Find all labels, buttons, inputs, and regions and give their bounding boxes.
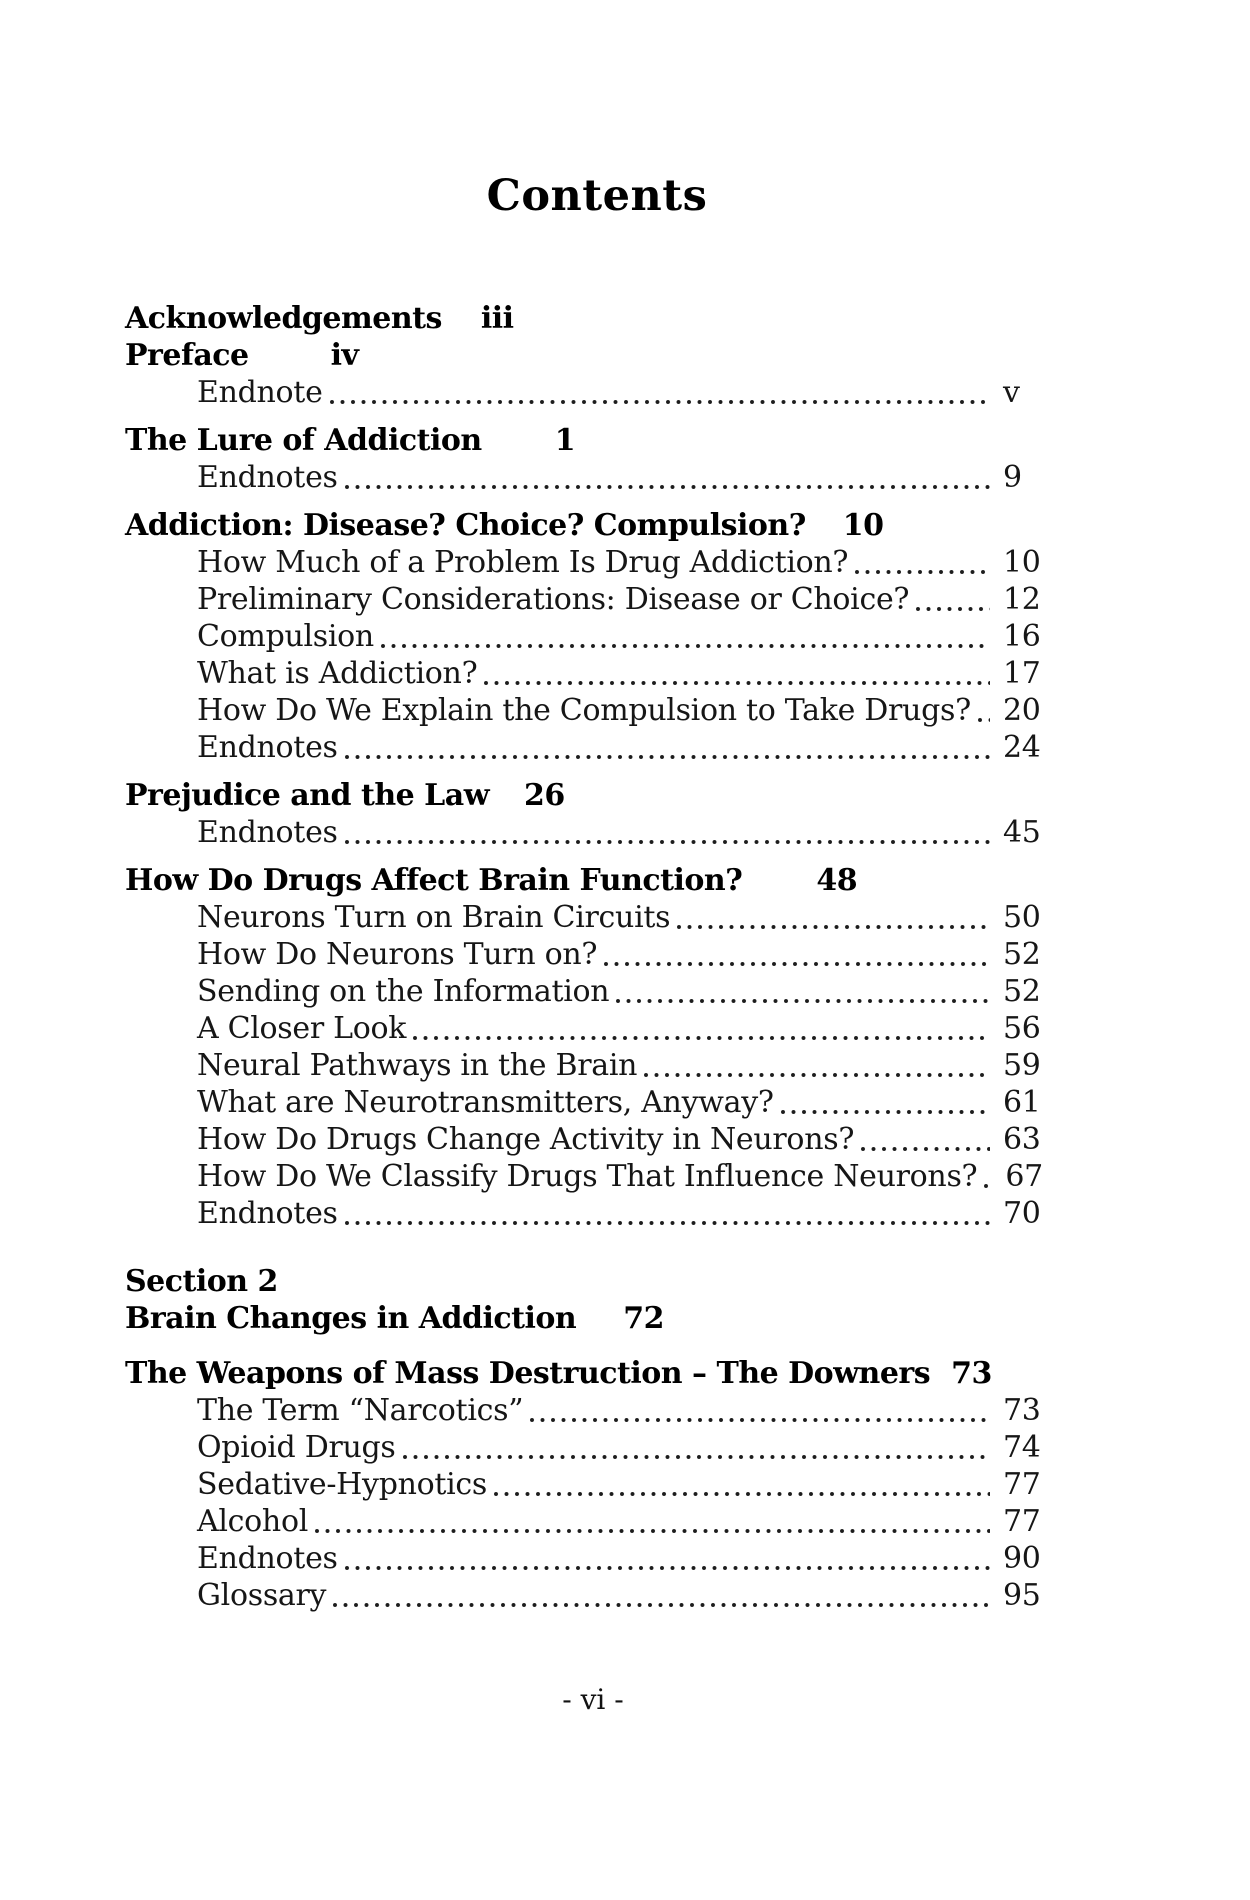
dot-leader — [677, 925, 990, 929]
toc-entry-label: Alcohol — [197, 1504, 309, 1539]
toc-entry-page: 59 — [1003, 1048, 1041, 1083]
dot-leader — [781, 1110, 990, 1114]
toc-entry — [197, 1503, 1045, 1540]
toc-heading-page: 1 — [554, 423, 576, 458]
tab-space — [482, 449, 555, 450]
dot-leader — [413, 1036, 990, 1040]
dot-leader — [345, 485, 990, 489]
toc-entry — [197, 1047, 1045, 1084]
toc-entry-page: 50 — [1003, 900, 1041, 935]
toc-entry — [197, 814, 1045, 851]
page-content — [125, 0, 1045, 1718]
tab-space — [442, 327, 481, 328]
dot-leader — [345, 840, 990, 844]
toc-heading-label: Prejudice and the Law — [125, 778, 490, 813]
toc-entry — [197, 1121, 1045, 1158]
toc-entry-label: Endnotes — [197, 1196, 338, 1231]
dot-leader — [978, 718, 990, 722]
toc-entry-page: 73 — [1003, 1393, 1041, 1428]
toc-entry-label: The Term “Narcotics” — [197, 1393, 524, 1428]
toc-entry-label: Endnotes — [197, 815, 338, 850]
toc-entry — [197, 1577, 1045, 1614]
toc-heading — [125, 507, 1045, 544]
dot-leader — [616, 999, 990, 1003]
toc-heading — [125, 337, 1045, 374]
dot-leader — [984, 1184, 992, 1188]
toc-entry-label: A Closer Look — [197, 1011, 407, 1046]
toc-entry — [197, 374, 1045, 411]
toc-heading — [125, 1263, 1045, 1300]
toc-entry-label: Compulsion — [197, 619, 374, 654]
tab-space — [806, 534, 843, 535]
toc-entry-page: 63 — [1003, 1122, 1041, 1157]
toc-entry-page: 70 — [1003, 1196, 1041, 1231]
toc-entry-page: 10 — [1003, 545, 1041, 580]
toc-heading-page: 26 — [524, 778, 565, 813]
dot-leader — [381, 644, 990, 648]
dot-leader — [644, 1073, 990, 1077]
toc-entry — [197, 1195, 1045, 1232]
toc-entry — [197, 692, 1045, 729]
toc-heading-label: The Weapons of Mass Destruction – The Downers — [125, 1356, 931, 1391]
toc-entry-page: 52 — [1003, 937, 1041, 972]
tab-space — [576, 1327, 623, 1328]
dot-leader — [333, 1603, 990, 1607]
toc-entry-label: Endnotes — [197, 730, 338, 765]
toc-heading-label: Addiction: Disease? Choice? Compulsion? — [125, 508, 806, 543]
dot-leader — [604, 962, 990, 966]
toc-heading-page: 10 — [842, 508, 884, 543]
dot-leader — [315, 1529, 990, 1533]
toc-heading-page: iv — [330, 338, 359, 373]
toc-heading — [125, 862, 1045, 899]
toc-entry — [197, 1158, 1045, 1195]
toc-section-how-do-drugs-affect-brain-function — [125, 862, 1045, 1232]
dot-leader — [330, 400, 990, 404]
toc-entry-label: What is Addiction? — [197, 656, 478, 691]
toc-heading-label: Preface — [125, 338, 249, 373]
dot-leader — [855, 570, 990, 574]
toc-entry-label: How Do Neurons Turn on? — [197, 937, 598, 972]
toc-heading-page: 48 — [816, 863, 858, 898]
dot-leader — [345, 755, 990, 759]
toc-entry — [197, 973, 1045, 1010]
toc-entry-page: 77 — [1003, 1504, 1041, 1539]
toc-entry-page: 95 — [1003, 1578, 1041, 1613]
toc-entry — [197, 655, 1045, 692]
toc-entry-label: Neural Pathways in the Brain — [197, 1048, 638, 1083]
toc-heading — [125, 300, 1045, 337]
toc-entry — [197, 936, 1045, 973]
dot-leader — [484, 681, 990, 685]
toc-entry-label: Sedative-Hypnotics — [197, 1467, 488, 1502]
toc-entry-label: Endnote — [197, 375, 323, 410]
toc-entry-page: 77 — [1003, 1467, 1041, 1502]
tab-space — [489, 804, 524, 805]
page-number-footer: - vi - — [562, 1683, 624, 1716]
toc-section-addiction-disease-choice-compulsion — [125, 507, 1045, 766]
toc-section-section-2 — [125, 1263, 1045, 1300]
toc-entry — [197, 1084, 1045, 1121]
page-title: Contents — [486, 171, 708, 221]
toc-heading-label: Acknowledgements — [125, 301, 442, 336]
dot-leader — [345, 1221, 990, 1225]
tab-space — [249, 364, 331, 365]
toc-heading-label: How Do Drugs Affect Brain Function? — [125, 863, 743, 898]
toc-section-acknowledgements — [125, 300, 1045, 337]
toc-entry-label: Endnotes — [197, 1541, 338, 1576]
dot-leader — [861, 1147, 990, 1151]
toc-entry-label: Preliminary Considerations: Disease or Choice? — [197, 582, 910, 617]
dot-leader — [530, 1418, 990, 1422]
toc-section-brain-changes-in-addiction — [125, 1300, 1045, 1337]
dot-leader — [916, 607, 990, 611]
toc-section-weapons-of-mass-destruction — [125, 1355, 1045, 1614]
toc-entry-page: 67 — [1005, 1159, 1043, 1194]
toc-entry — [197, 899, 1045, 936]
toc-entry — [197, 1540, 1045, 1577]
toc-section-preface — [125, 337, 1045, 411]
toc-heading — [125, 1355, 1045, 1392]
toc-heading — [125, 1300, 1045, 1337]
toc-entry-page: 61 — [1003, 1085, 1041, 1120]
toc-entry-page: 20 — [1003, 693, 1041, 728]
toc-entry — [197, 544, 1045, 581]
toc-heading-label: The Lure of Addiction — [125, 423, 482, 458]
toc-entry — [197, 581, 1045, 618]
toc-section-lure-of-addiction — [125, 422, 1045, 496]
toc-entry-label: Neurons Turn on Brain Circuits — [197, 900, 671, 935]
toc-entry-page: 90 — [1003, 1541, 1041, 1576]
tab-space — [742, 889, 816, 890]
toc-entry — [197, 618, 1045, 655]
toc-entry-page: 12 — [1003, 582, 1041, 617]
toc-entry-page: v — [1003, 375, 1020, 410]
toc-entry-page: 74 — [1003, 1430, 1041, 1465]
table-of-contents — [125, 300, 1045, 1614]
toc-entry-label: Opioid Drugs — [197, 1430, 396, 1465]
toc-section-prejudice-and-the-law — [125, 777, 1045, 851]
toc-entry-page: 17 — [1003, 656, 1041, 691]
dot-leader — [345, 1566, 990, 1570]
toc-entry-label: Endnotes — [197, 460, 338, 495]
toc-heading-page: 73 — [951, 1356, 992, 1391]
toc-entry-label: What are Neurotransmitters, Anyway? — [197, 1085, 774, 1120]
toc-heading-label: Brain Changes in Addiction — [125, 1301, 577, 1336]
toc-entry-page: 9 — [1003, 460, 1022, 495]
toc-entry — [197, 1466, 1045, 1503]
toc-entry — [197, 1010, 1045, 1047]
toc-entry-label: Glossary — [197, 1578, 327, 1613]
toc-entry-label: How Do Drugs Change Activity in Neurons? — [197, 1122, 855, 1157]
dot-leader — [494, 1492, 990, 1496]
toc-entry — [197, 729, 1045, 766]
toc-heading-label: Section 2 — [125, 1264, 278, 1299]
toc-entry-page: 56 — [1003, 1011, 1041, 1046]
toc-entry — [197, 459, 1045, 496]
toc-entry-label: How Do We Explain the Compulsion to Take Drugs? — [197, 693, 971, 728]
dot-leader — [403, 1455, 990, 1459]
toc-entry-page: 24 — [1003, 730, 1041, 765]
toc-entry-page: 52 — [1003, 974, 1041, 1009]
toc-entry-label: How Do We Classify Drugs That Influence Neurons? — [197, 1159, 978, 1194]
toc-entry-page: 45 — [1003, 815, 1041, 850]
toc-entry-label: How Much of a Problem Is Drug Addiction? — [197, 545, 849, 580]
toc-entry — [197, 1392, 1045, 1429]
toc-entry-label: Sending on the Information — [197, 974, 610, 1009]
toc-heading — [125, 422, 1045, 459]
tab-space — [930, 1382, 951, 1383]
toc-heading-page: iii — [480, 301, 514, 336]
toc-entry-page: 16 — [1003, 619, 1041, 654]
toc-entry — [197, 1429, 1045, 1466]
toc-heading-page: 72 — [623, 1301, 664, 1336]
toc-heading — [125, 777, 1045, 814]
